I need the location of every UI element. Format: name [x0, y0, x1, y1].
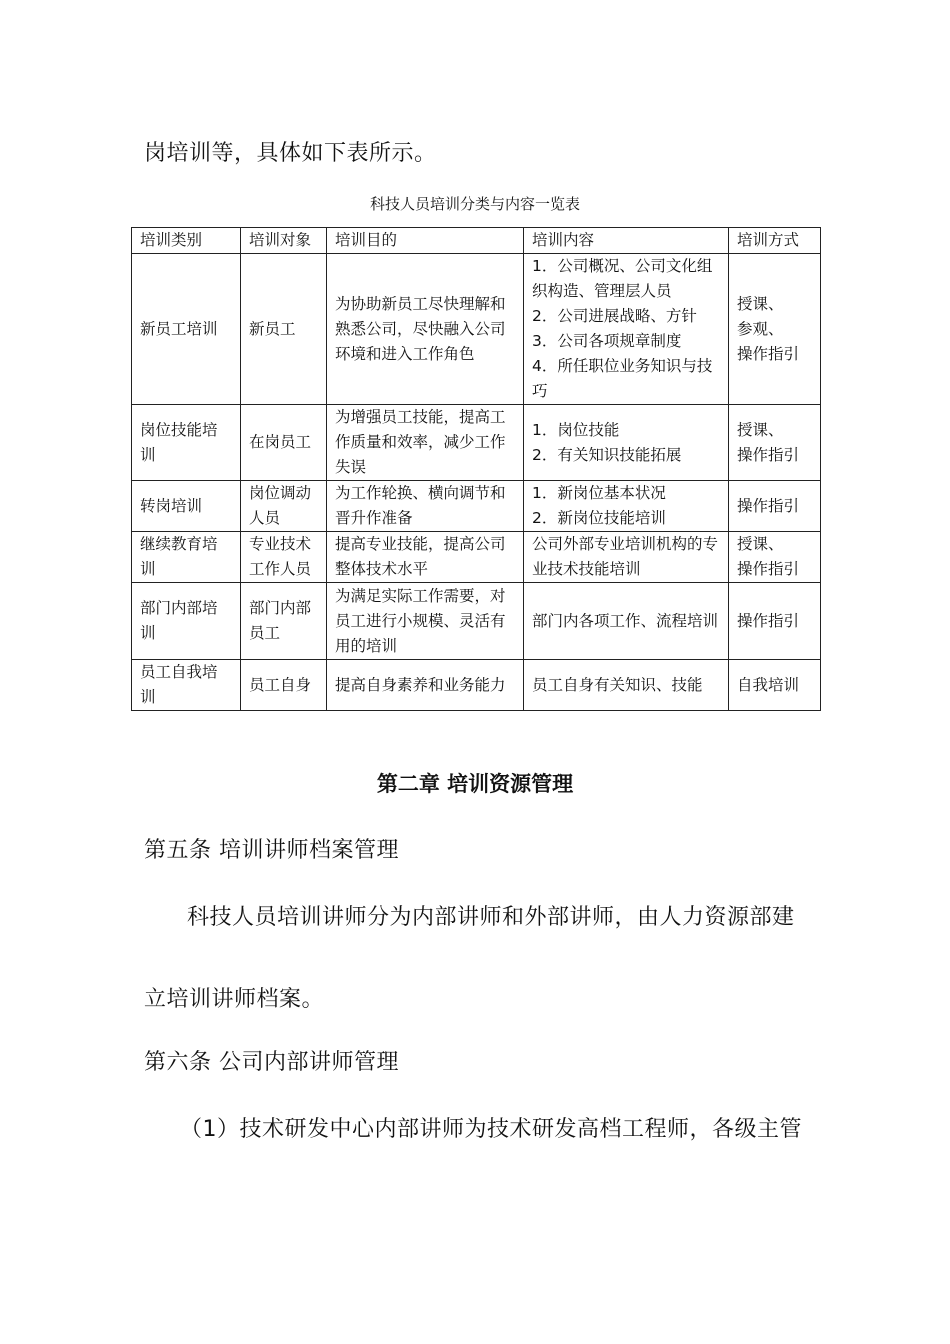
cell-content: 公司外部专业培训机构的专业技术技能培训 [524, 532, 729, 583]
chapter-title: 第二章 培训资源管理 [376, 772, 574, 796]
cell-content: 1．岗位技能 2．有关知识技能拓展 [524, 405, 729, 481]
header-content: 培训内容 [524, 228, 729, 254]
header-category: 培训类别 [132, 228, 241, 254]
table-row [132, 532, 821, 583]
training-table [131, 227, 821, 711]
cell-target: 岗位调动人员 [241, 481, 327, 532]
cell-content: 部门内各项工作、流程培训 [524, 583, 729, 660]
article6-title: 第六条 公司内部讲师管理 [144, 1050, 399, 1075]
cell-method: 授课、 操作指引 [729, 405, 821, 481]
cell-purpose: 为工作轮换、横向调节和晋升作准备 [327, 481, 524, 532]
article5-title: 第五条 培训讲师档案管理 [144, 838, 399, 863]
table-row [132, 254, 821, 405]
article5-paragraph-line2: 立培训讲师档案。 [144, 987, 325, 1012]
cell-category: 继续教育培训 [132, 532, 241, 583]
cell-purpose: 为增强员工技能，提高工作质量和效率，减少工作失误 [327, 405, 524, 481]
cell-category: 岗位技能培训 [132, 405, 241, 481]
cell-target: 新员工 [241, 254, 327, 405]
cell-target: 在岗员工 [241, 405, 327, 481]
cell-purpose: 提高自身素养和业务能力 [327, 660, 524, 711]
cell-method: 授课、 操作指引 [729, 532, 821, 583]
cell-category: 转岗培训 [132, 481, 241, 532]
table-row [132, 405, 821, 481]
cell-method: 授课、 参观、 操作指引 [729, 254, 821, 405]
cell-method: 操作指引 [729, 583, 821, 660]
article6-item1: （1）技术研发中心内部讲师为技术研发高档工程师，各级主管 [180, 1117, 802, 1142]
cell-category: 员工自我培训 [132, 660, 241, 711]
cell-purpose: 为满足实际工作需要，对员工进行小规模、灵活有用的培训 [327, 583, 524, 660]
cell-method: 操作指引 [729, 481, 821, 532]
cell-method: 自我培训 [729, 660, 821, 711]
cell-purpose: 为协助新员工尽快理解和熟悉公司，尽快融入公司环境和进入工作角色 [327, 254, 524, 405]
cell-category: 新员工培训 [132, 254, 241, 405]
table-row [132, 583, 821, 660]
table-header-row [132, 228, 821, 254]
article5-paragraph-line1: 科技人员培训讲师分为内部讲师和外部讲师，由人力资源部建 [187, 905, 795, 930]
cell-category: 部门内部培训 [132, 583, 241, 660]
table-caption: 科技人员培训分类与内容一览表 [369, 195, 580, 213]
cell-target: 专业技术工作人员 [241, 532, 327, 583]
cell-content: 1．公司概况、公司文化组织构造、管理层人员 2．公司进展战略、方针 3．公司各项规章制度 4．所任职位业务知识与技巧 [524, 254, 729, 405]
cell-target: 部门内部员工 [241, 583, 327, 660]
header-target: 培训对象 [241, 228, 327, 254]
cell-target: 员工自身 [241, 660, 327, 711]
header-purpose: 培训目的 [327, 228, 524, 254]
cell-content: 员工自身有关知识、技能 [524, 660, 729, 711]
intro-line: 岗培训等，具体如下表所示。 [144, 141, 437, 166]
header-method: 培训方式 [729, 228, 821, 254]
cell-content: 1．新岗位基本状况 2．新岗位技能培训 [524, 481, 729, 532]
table-row [132, 481, 821, 532]
table-row [132, 660, 821, 711]
cell-purpose: 提高专业技能，提高公司整体技术水平 [327, 532, 524, 583]
